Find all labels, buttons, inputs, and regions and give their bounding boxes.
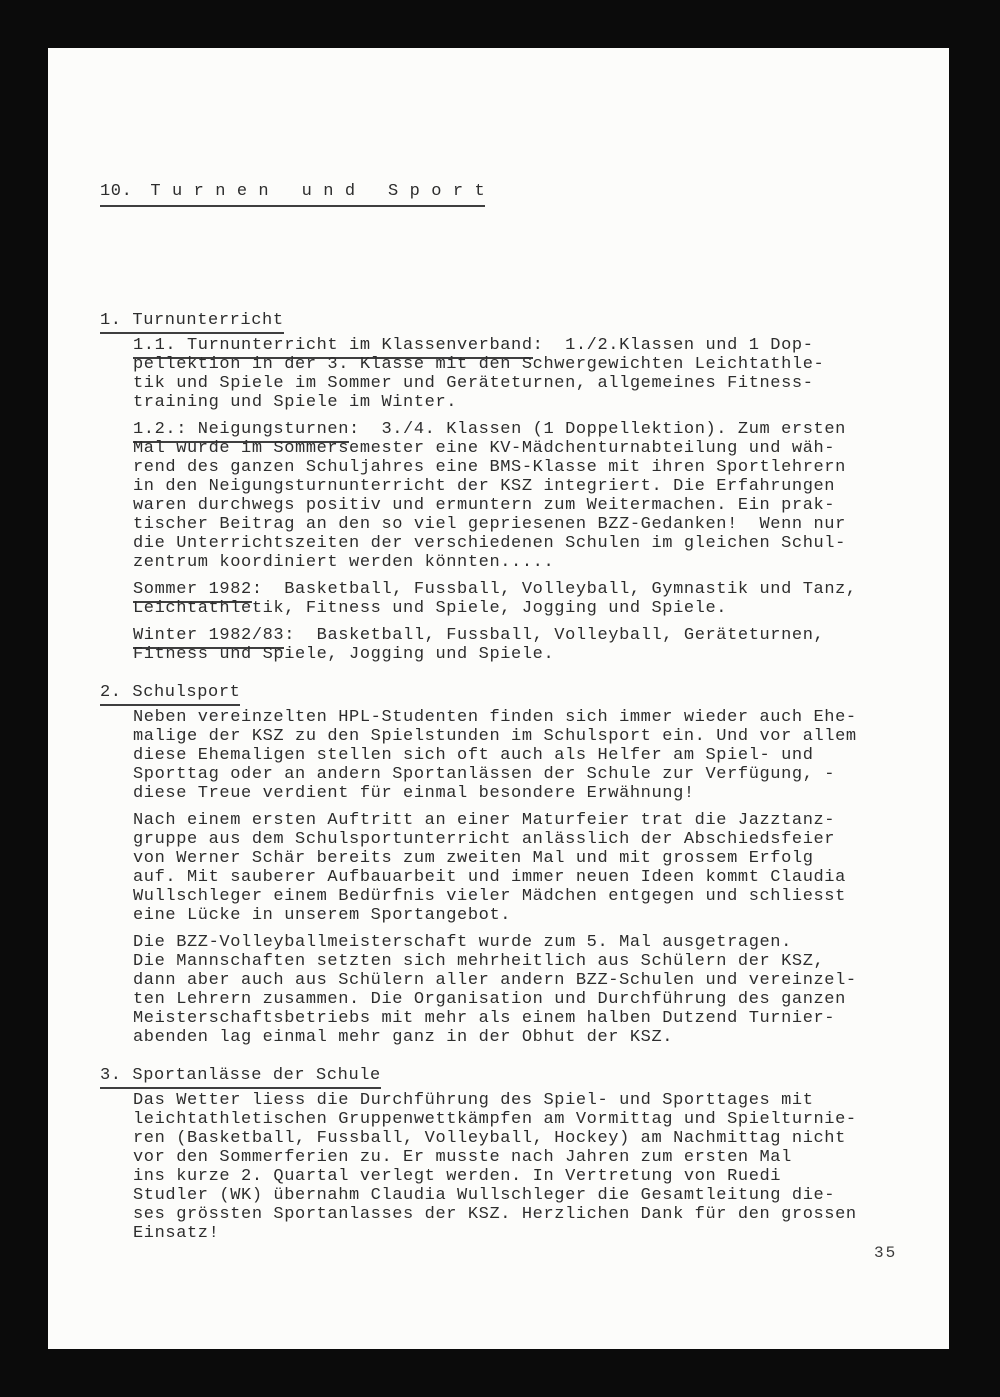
- paragraph: Die BZZ-Volleyballmeisterschaft wurde zum 5. Mal ausgetragen. Die Mannschaften setzten sich mehrheitlich aus Schülern der KSZ, dann aber auch aus Schülern aller andern BZZ-Schulen und vereinzel- ten Lehrern zusammen. Die Organisation und Durchführung des ganzen Meisterschaftsbetriebs mit mehr als einem halben Dutzend Turnier- abenden lag einmal mehr ganz in der Obhut der KSZ.: [133, 933, 857, 1047]
- paragraph-lead: 1.2.: Neigungsturnen: [133, 420, 349, 443]
- page-title: [100, 182, 870, 201]
- section-heading-label: 2. Schulsport: [100, 683, 240, 706]
- page-title-text: T u r n e n u n d S p o r t: [150, 182, 486, 201]
- page-number: 35: [874, 1244, 898, 1262]
- paragraph: Nach einem ersten Auftritt an einer Maturfeier trat die Jazztanz- gruppe aus dem Schulsportunterricht anlässlich der Abschiedsfeier von Werner Schär bereits zum zweiten Mal und mit grossem Erfolg auf. Mit sauberer Aufbauarbeit und immer neuen Ideen kommt Claudia Wullschleger einem Bedürfnis vieler Mädchen entgegen und schliesst eine Lücke in unserem Sportangebot.: [133, 811, 846, 925]
- paragraph: 1.1. Turnunterricht im Klassenverband: 1./2.Klassen und 1 Dop- pellektion in der 3. Klasse mit den Schwergewichten Leichtathle- tik und Spiele im Sommer und Geräteturnen, allgemeines Fitness- training und Spiele im Winter.: [133, 336, 825, 412]
- page-title-number: 10.: [100, 182, 133, 201]
- paragraph: Das Wetter liess die Durchführung des Spiel- und Sporttages mit leichtathletischen Gruppenwettkämpfen am Vormittag und Spielturnie- ren (Basketball, Fussball, Volleyball, Hockey) am Nachmittag nicht vor den Sommerferien zu. Er musste nach Jahren zum ersten Mal ins kurze 2. Quartal verlegt werden. In Vertretung von Ruedi Studler (WK) übernahm Claudia Wullschleger die Gesamtleitung die- ses grössten Sportanlasses der KSZ. Herzlichen Dank für den grossen Einsatz!: [133, 1091, 857, 1243]
- section-heading: [100, 683, 870, 702]
- document-content: [100, 144, 870, 1281]
- paragraph: Winter 1982/83: Basketball, Fussball, Volleyball, Geräteturnen, Fitness und Spiele, Jogging und Spiele.: [133, 626, 825, 664]
- section-heading-label: 1. Turnunterricht: [100, 311, 284, 334]
- paragraph: Sommer 1982: Basketball, Fussball, Volleyball, Gymnastik und Tanz, Leichtathletik, Fitness und Spiele, Jogging und Spiele.: [133, 580, 857, 618]
- paragraph-lead: Sommer 1982: [133, 580, 252, 603]
- paragraph-lead: Winter 1982/83: [133, 626, 284, 649]
- section-heading-label: 3. Sportanlässe der Schule: [100, 1066, 381, 1089]
- paragraph: 1.2.: Neigungsturnen: 3./4. Klassen (1 Doppellektion). Zum ersten Mal wurde im Sommersemester eine KV-Mädchenturnabteilung und wäh- rend des ganzen Schuljahres eine BMS-Klasse mit ihren Sportlehrern in den Neigungsturnunterricht der KSZ integriert. Die Erfahrungen waren durchwegs positiv und ermuntern zum Weitermachen. Ein prak- tischer Beitrag an den so viel gepriesenen BZZ-Gedanken! Wenn nur die Unterrichtszeiten der verschiedenen Schulen im gleichen Schul- zentrum koordiniert werden könnten.....: [133, 420, 846, 572]
- document-blocks: [100, 311, 870, 1243]
- paragraph: Neben vereinzelten HPL-Studenten finden sich immer wieder auch Ehe- malige der KSZ zu den Spielstunden im Schulsport ein. Und vor allem diese Ehemaligen stellen sich oft auch als Helfer am Spiel- und Sporttag oder an andern Sportanlässen der Schule zur Verfügung, - diese Treue verdient für einmal besondere Erwähnung!: [133, 708, 857, 803]
- page-title-underline: [100, 182, 485, 207]
- paragraph-lead: 1.1. Turnunterricht im Klassenverband: [133, 336, 533, 359]
- section-heading: [100, 1066, 870, 1085]
- section-heading: [100, 311, 870, 330]
- document-page: [48, 48, 949, 1349]
